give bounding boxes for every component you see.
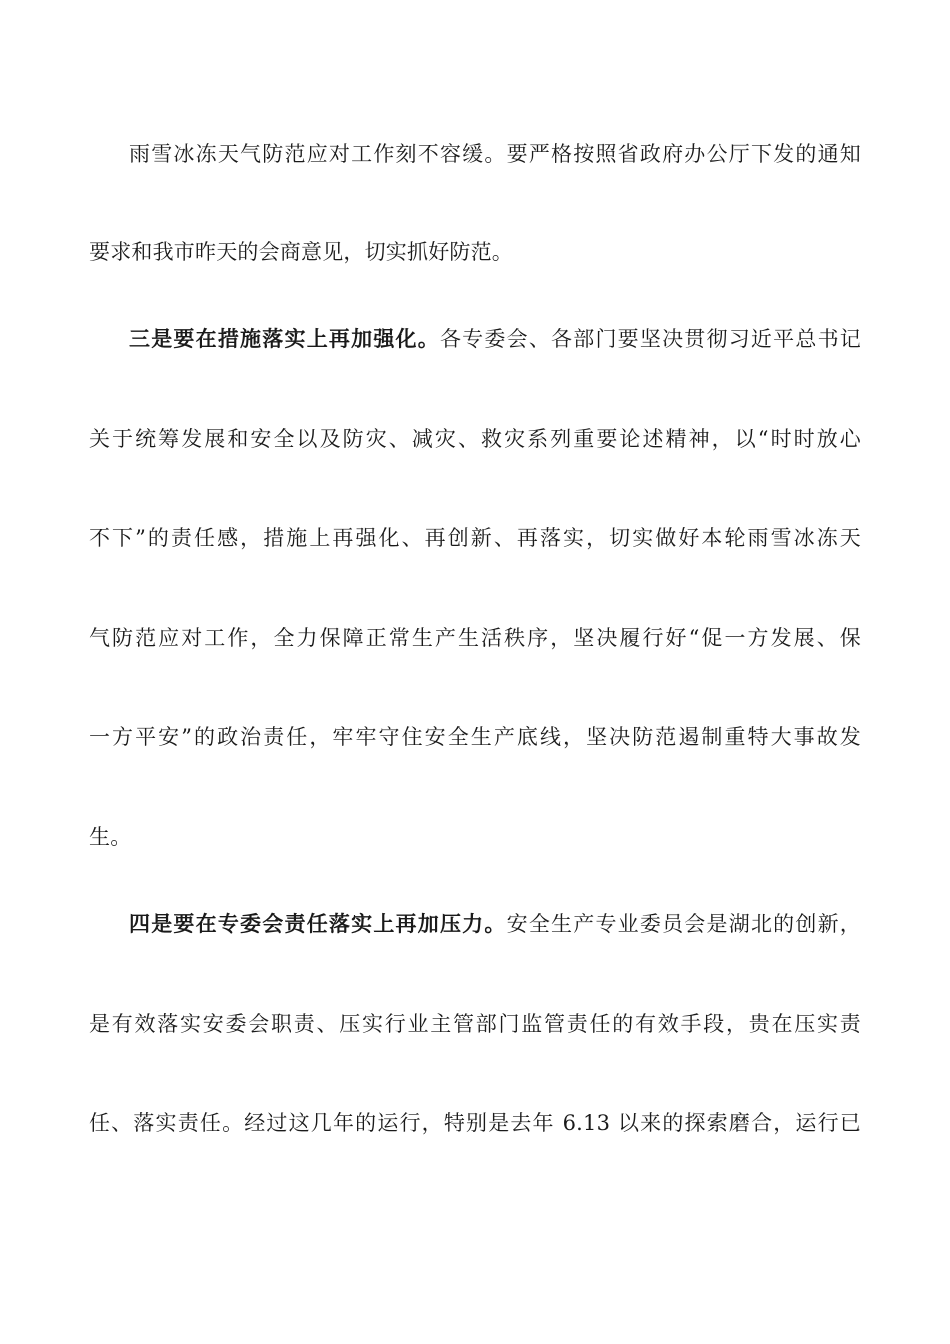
paragraph-text: 安全生产专业委员会是湖北的创新， — [506, 912, 861, 936]
paragraph-text: 生。 — [89, 825, 132, 849]
paragraph-text: 各专委会、各部门要坚决贯彻习近平总书记 — [439, 327, 861, 351]
paragraph-line — [89, 1009, 861, 1039]
paragraph-line — [89, 523, 861, 553]
paragraph-line — [129, 909, 861, 939]
paragraph-text: 关于统筹发展和安全以及防灾、减灾、救灾系列重要论述精神，以“时时放心 — [89, 427, 861, 451]
paragraph-text: 一方平安”的政治责任，牢牢守住安全生产底线，坚决防范遏制重特大事故发 — [89, 725, 861, 749]
paragraph-text: 雨雪冰冻天气防范应对工作刻不容缓。要严格按照省政府办公厅下发的通知 — [129, 142, 861, 166]
paragraph-line — [89, 623, 861, 653]
paragraph-line — [129, 139, 861, 169]
paragraph-text: 气防范应对工作，全力保障正常生产生活秩序，坚决履行好“促一方发展、保 — [89, 626, 861, 650]
paragraph-line — [129, 324, 861, 354]
paragraph-text: 任、落实责任。经过这几年的运行，特别是去年 6.13 以来的探索磨合，运行已 — [89, 1111, 861, 1135]
paragraph-line — [89, 237, 861, 267]
section-heading-point-3: 三是要在措施落实上再加强化。 — [129, 326, 440, 351]
section-heading-point-4: 四是要在专委会责任落实上再加压力。 — [129, 911, 507, 936]
paragraph-text: 不下”的责任感，措施上再强化、再创新、再落实，切实做好本轮雨雪冰冻天 — [89, 526, 861, 550]
paragraph-line — [89, 822, 861, 852]
paragraph-line — [89, 1108, 861, 1138]
paragraph-line — [89, 424, 861, 454]
paragraph-text: 是有效落实安委会职责、压实行业主管部门监管责任的有效手段，贵在压实责 — [89, 1012, 861, 1036]
paragraph-line — [89, 722, 861, 752]
paragraph-text: 要求和我市昨天的会商意见，切实抓好防范。 — [89, 240, 513, 264]
